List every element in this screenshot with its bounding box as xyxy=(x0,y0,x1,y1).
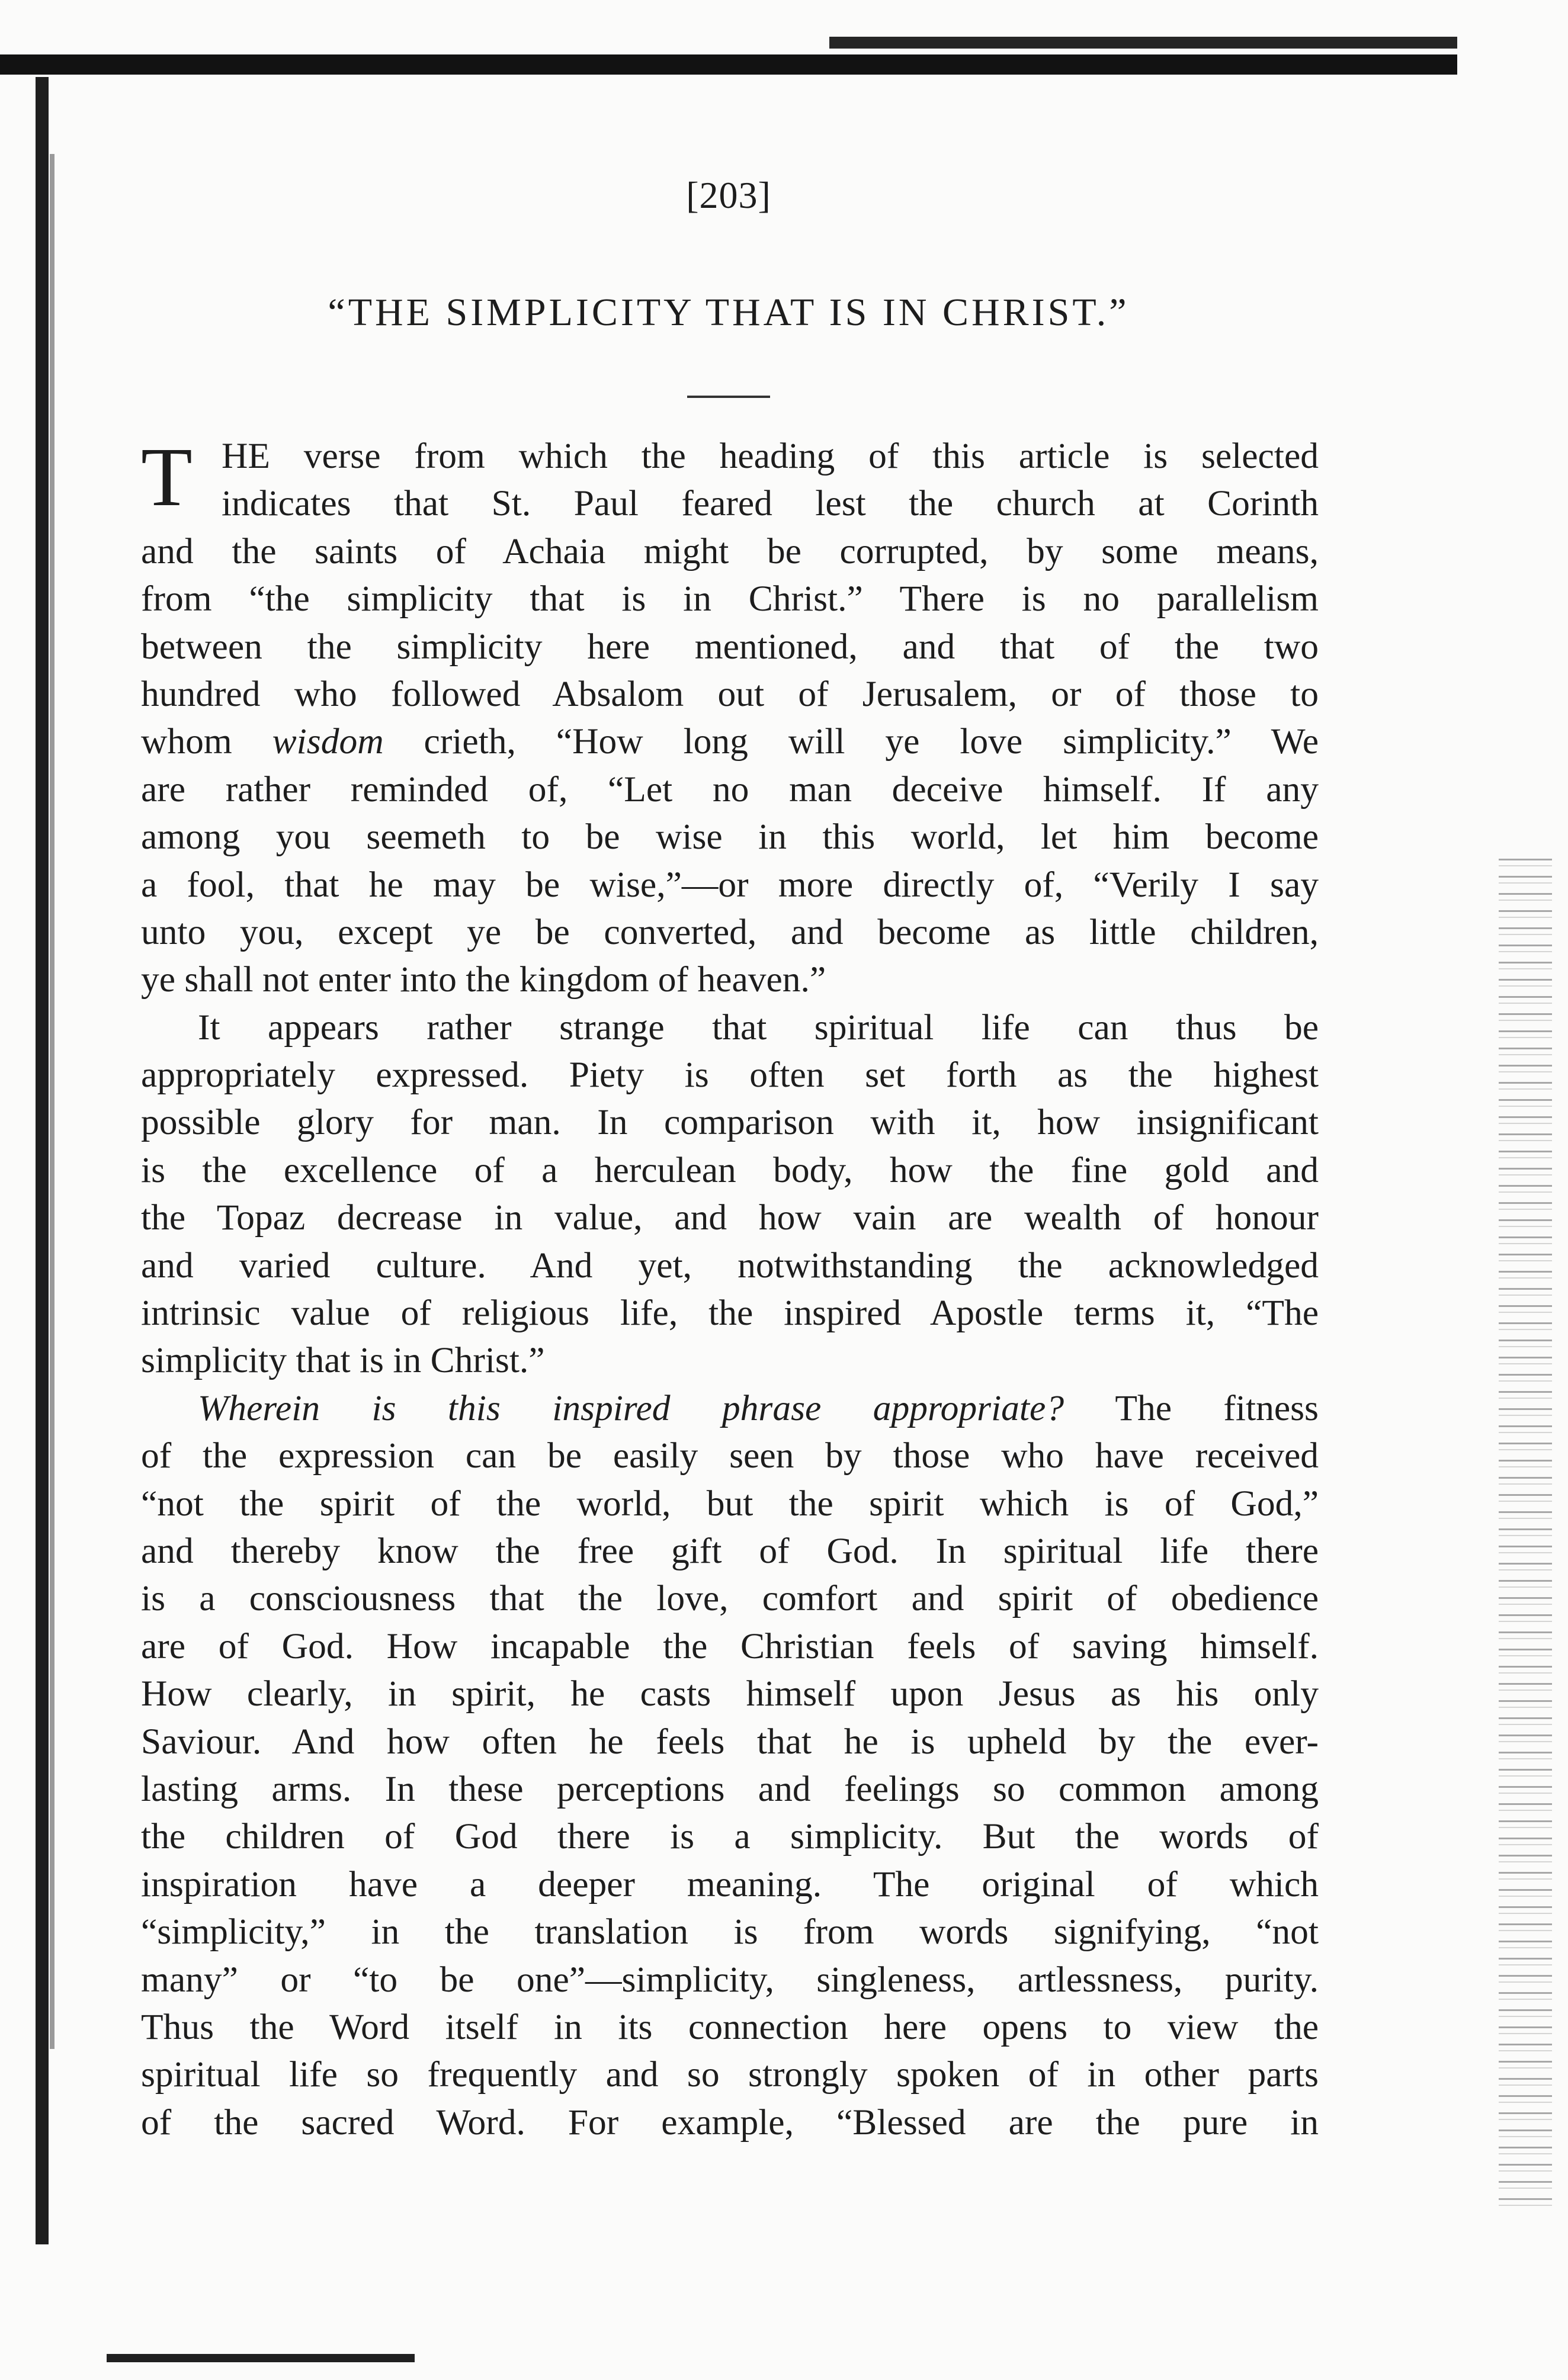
article-body xyxy=(141,432,1319,2146)
text-line: “not the spirit of the world, but the spirit which is of God,” xyxy=(141,1483,1319,1524)
text-line: and thereby know the free gift of God. In spiritual life there xyxy=(141,1530,1319,1571)
text-line: simplicity that is in Christ.” xyxy=(141,1340,545,1381)
title-divider xyxy=(687,396,770,398)
scan-left-edge-shadow xyxy=(50,154,54,2049)
scan-top-rule-thin xyxy=(829,37,1457,49)
line-text: crieth, “How long will ye love simplicity.” We xyxy=(424,721,1319,762)
text-line: are of God. How incapable the Christian feels of saving himself. xyxy=(141,1626,1319,1666)
text-line: ye shall not enter into the kingdom of heaven.” xyxy=(141,959,826,1000)
text-line: are rather reminded of, “Let no man deceive himself. If any xyxy=(141,769,1319,810)
text-line: Saviour. And how often he feels that he is upheld by the ever- xyxy=(141,1721,1319,1762)
text-line: among you seemeth to be wise in this world, let him become xyxy=(141,817,1319,857)
text-line: and varied culture. And yet, notwithstanding the acknowledged xyxy=(141,1245,1319,1286)
scan-bottom-rule xyxy=(107,2354,415,2362)
text-line: of the sacred Word. For example, “Blessed are the pure in xyxy=(141,2102,1319,2143)
text-line: unto you, except ye be converted, and become as little children, xyxy=(141,911,1319,952)
text-line: It appears rather strange that spiritual life can thus be xyxy=(198,1007,1319,1048)
text-line: is a consciousness that the love, comfort and spirit of obedience xyxy=(141,1578,1319,1619)
text-line: spiritual life so frequently and so strongly spoken of in other parts xyxy=(141,2054,1319,2095)
text-line: of the expression can be easily seen by those who have received xyxy=(141,1435,1319,1476)
text-line: many” or “to be one”—simplicity, singleness, artlessness, purity. xyxy=(141,1959,1319,2000)
paragraph-2 xyxy=(141,1004,1319,1385)
line-text: The fitness xyxy=(1115,1387,1319,1428)
scan-left-edge xyxy=(36,77,49,2244)
text-line: appropriately expressed. Piety is often set forth as the highest xyxy=(141,1055,1319,1096)
text-line: “simplicity,” in the translation is from words signifying, “not xyxy=(141,1912,1319,1952)
drop-cap: T xyxy=(141,430,193,523)
text-line: and the saints of Achaia might be corrupted, by some means, xyxy=(141,531,1319,571)
text-line: inspiration have a deeper meaning. The original of which xyxy=(141,1864,1319,1904)
line-text: HE verse from which the heading of this article is selected xyxy=(222,436,1319,476)
paragraph-3 xyxy=(141,1385,1319,2146)
text-line xyxy=(141,718,1319,765)
text-line: possible glory for man. In comparison with it, how insignificant xyxy=(141,1102,1319,1143)
italic-lead: Wherein is this inspired phrase appropriate? xyxy=(198,1387,1064,1428)
text-line: lasting arms. In these perceptions and feelings so common among xyxy=(141,1768,1319,1809)
scan-top-rule xyxy=(0,54,1457,75)
text-line: How clearly, in spirit, he casts himself upon Jesus as his only xyxy=(141,1674,1319,1714)
text-line: hundred who followed Absalom out of Jerusalem, or of those to xyxy=(141,673,1319,714)
page-number: [203] xyxy=(686,174,771,216)
text-line: between the simplicity here mentioned, and that of the two xyxy=(141,626,1319,667)
text-line: indicates that St. Paul feared lest the church at Corinth xyxy=(222,483,1319,524)
text-line: a fool, that he may be wise,”—or more directly of, “Verily I say xyxy=(141,864,1319,905)
text-line: the Topaz decrease in value, and how vain are wealth of honour xyxy=(141,1197,1319,1238)
text-line: Thus the Word itself in its connection here opens to view the xyxy=(141,2006,1319,2047)
text-line: intrinsic value of religious life, the inspired Apostle terms it, “The xyxy=(141,1293,1319,1334)
text-line xyxy=(141,1385,1319,1432)
line-text: whom xyxy=(141,721,232,762)
text-line: from “the simplicity that is in Christ.” There is no parallelism xyxy=(141,579,1319,619)
paragraph-1 xyxy=(141,432,1319,1004)
italic-word: wisdom xyxy=(272,721,384,762)
page-title: “THE SIMPLICITY THAT IS IN CHRIST.” xyxy=(328,291,1130,334)
text-line: the children of God there is a simplicity. But the words of xyxy=(141,1816,1319,1857)
text-line: is the excellence of a herculean body, how the fine gold and xyxy=(141,1149,1319,1190)
scan-right-edge-noise xyxy=(1499,859,1552,2215)
